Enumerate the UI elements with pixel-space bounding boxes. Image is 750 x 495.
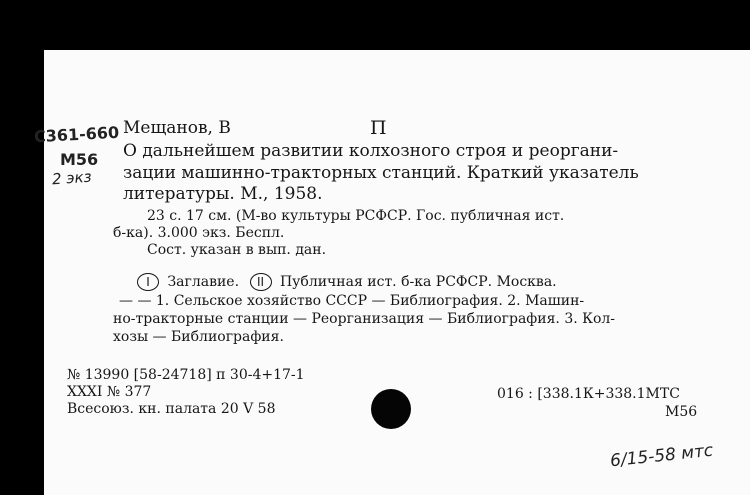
collation-line-2: б-ка). 3.000 экз. Беспл. bbox=[113, 225, 285, 241]
tracing-line-3: но-тракторные станции — Реорганизация — Библиография. 3. Кол- bbox=[113, 311, 616, 327]
tracing-circle-2: II bbox=[250, 273, 272, 291]
collation-line-1: 23 с. 17 см. (М-во культуры РСФСР. Гос. публичная ист. bbox=[147, 208, 565, 224]
tracing-circle-1: I bbox=[137, 273, 159, 291]
author: Мещанов, В bbox=[123, 118, 231, 138]
title-line-1: О дальнейшем развитии колхозного строя и реоргани- bbox=[123, 141, 619, 161]
handwritten-call-number: С361-660 bbox=[33, 122, 120, 147]
compiler-note: Сост. указан в вып. дан. bbox=[147, 242, 327, 258]
handwritten-copies: 2 экз bbox=[51, 167, 93, 189]
footer-left-1: № 13990 [58-24718] п 30-4+17-1 bbox=[67, 367, 305, 383]
footer-left-2: XXXI № 377 bbox=[67, 384, 152, 400]
handwritten-cutter: М56 bbox=[60, 150, 99, 169]
tracing-line-2: — — 1. Сельское хозяйство СССР — Библиография. 2. Машин- bbox=[119, 293, 585, 309]
tracing-corporate: Публичная ист. б-ка РСФСР. Москва. bbox=[279, 274, 557, 290]
title-line-2: зации машинно-тракторных станций. Краткий указатель bbox=[123, 163, 639, 183]
tracing-line-1 bbox=[137, 273, 557, 291]
title-line-3: литературы. М., 1958. bbox=[123, 184, 323, 204]
cutter-number: М56 bbox=[665, 404, 698, 420]
punch-hole bbox=[371, 389, 411, 429]
catalog-card bbox=[33, 50, 750, 495]
tracing-line-4: хозы — Библиография. bbox=[113, 329, 284, 345]
footer-left-3: Всесоюз. кн. палата 20 V 58 bbox=[67, 401, 276, 417]
handwritten-bottom-note: 6/15-58 мтс bbox=[609, 440, 715, 472]
class-mark: П bbox=[370, 117, 387, 139]
classification: 016 : [338.1К+338.1МТС bbox=[497, 386, 680, 402]
tracing-title: Заглавие. bbox=[167, 274, 240, 290]
